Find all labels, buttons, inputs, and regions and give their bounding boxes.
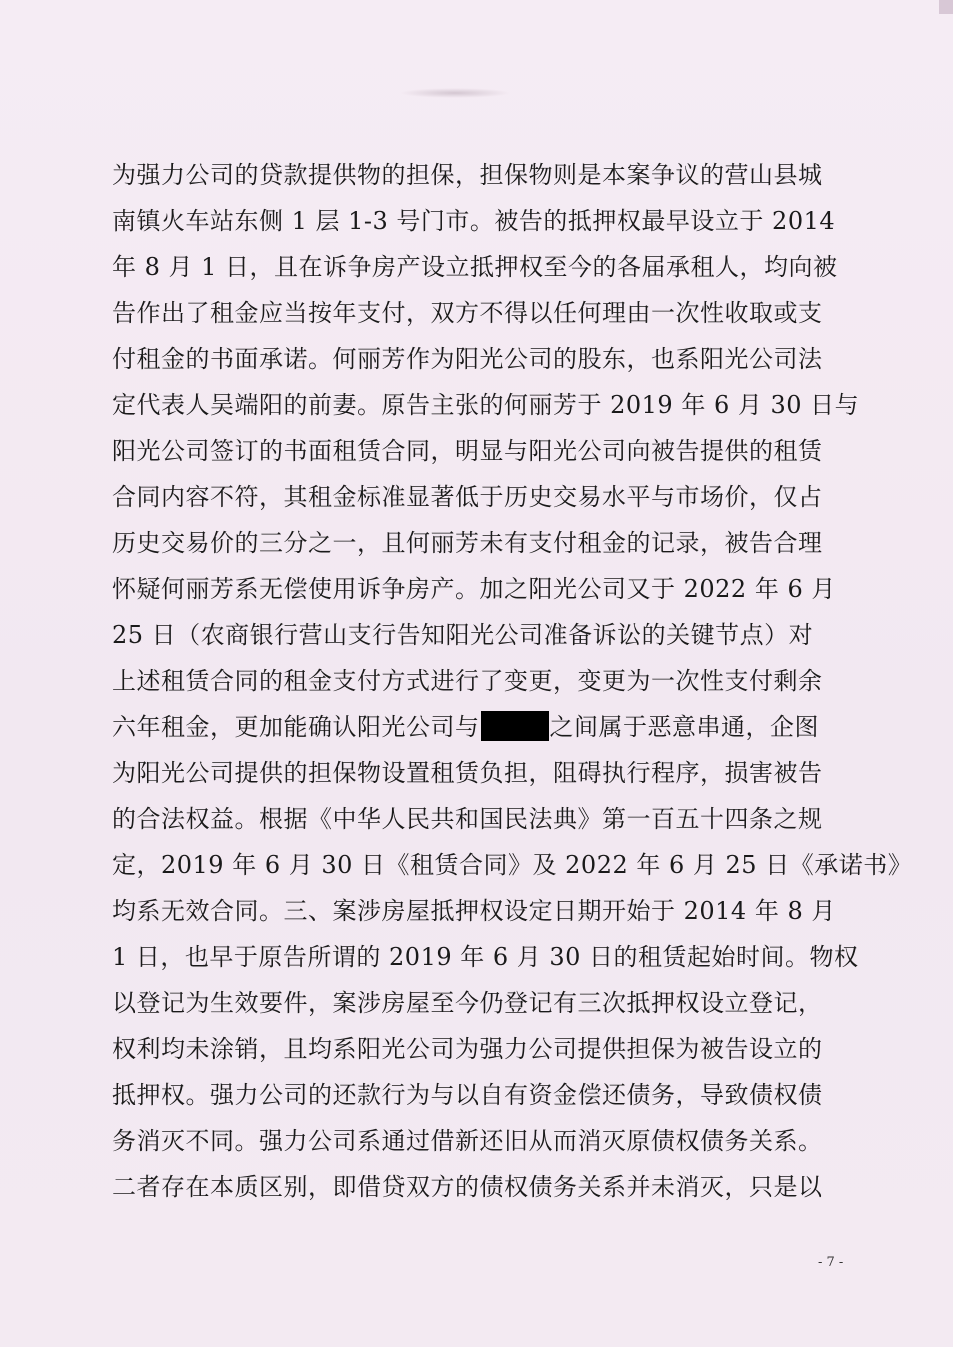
text-line: 年 8 月 1 日，且在诉争房产设立抵押权至今的各届承租人，均向被 (112, 253, 838, 281)
text-line: 告作出了租金应当按年支付，双方不得以任何理由一次性收取或支 (112, 299, 823, 327)
body-text (112, 152, 913, 1210)
text-line: 25 日（农商银行营山支行告知阳光公司准备诉讼的关键节点）对 (112, 621, 814, 649)
text-line: 合同内容不符，其租金标准显著低于历史交易水平与市场价，仅占 (112, 483, 823, 511)
text-line: 历史交易价的三分之一，且何丽芳未有支付租金的记录，被告合理 (112, 529, 823, 557)
text-line: 怀疑何丽芳系无偿使用诉争房产。加之阳光公司又于 2022 年 6 月 (112, 575, 836, 603)
text-line: 均系无效合同。三、案涉房屋抵押权设定日期开始于 2014 年 8 月 (112, 897, 836, 925)
text-segment: 之间属于恶意串通，企图 (549, 713, 819, 741)
text-line: 权利均未涂销，且均系阳光公司为强力公司提供担保为被告设立的 (112, 1035, 823, 1063)
text-line: 务消灭不同。强力公司系通过借新还旧从而消灭原债权债务关系。 (112, 1127, 823, 1155)
text-line: 南镇火车站东侧 1 层 1-3 号门市。被告的抵押权最早设立于 2014 (112, 207, 836, 235)
corner-mark (939, 0, 953, 14)
text-line: 定代表人吴端阳的前妻。原告主张的何丽芳于 2019 年 6 月 30 日与 (112, 391, 860, 419)
text-line: 付租金的书面承诺。何丽芳作为阳光公司的股东，也系阳光公司法 (112, 345, 823, 373)
text-line: 的合法权益。根据《中华人民共和国民法典》第一百五十四条之规 (112, 805, 823, 833)
page-number: - 7 - (818, 1255, 844, 1270)
text-line: 上述租赁合同的租金支付方式进行了变更，变更为一次性支付剩余 (112, 667, 823, 695)
text-line: 定，2019 年 6 月 30 日《租赁合同》及 2022 年 6 月 25 日《承诺书》 (112, 851, 913, 879)
text-line: 阳光公司签订的书面租赁合同，明显与阳光公司向被告提供的租赁 (112, 437, 823, 465)
text-line: 为阳光公司提供的担保物设置租赁负担，阻碍执行程序，损害被告 (112, 759, 823, 787)
text-segment: 六年租金，更加能确认阳光公司与 (112, 713, 480, 741)
text-line-redacted (112, 704, 852, 750)
text-line: 二者存在本质区别，即借贷双方的债权债务关系并未消灭，只是以 (112, 1173, 823, 1201)
text-line: 为强力公司的贷款提供物的担保，担保物则是本案争议的营山县城 (112, 161, 823, 189)
text-line: 1 日，也早于原告所谓的 2019 年 6 月 30 日的租赁起始时间。物权 (112, 943, 859, 971)
scan-smudge (400, 88, 510, 98)
text-line: 抵押权。强力公司的还款行为与以自有资金偿还债务，导致债权债 (112, 1081, 823, 1109)
text-line: 以登记为生效要件，案涉房屋至今仍登记有三次抵押权设立登记， (112, 989, 823, 1017)
redaction-block (481, 711, 549, 741)
